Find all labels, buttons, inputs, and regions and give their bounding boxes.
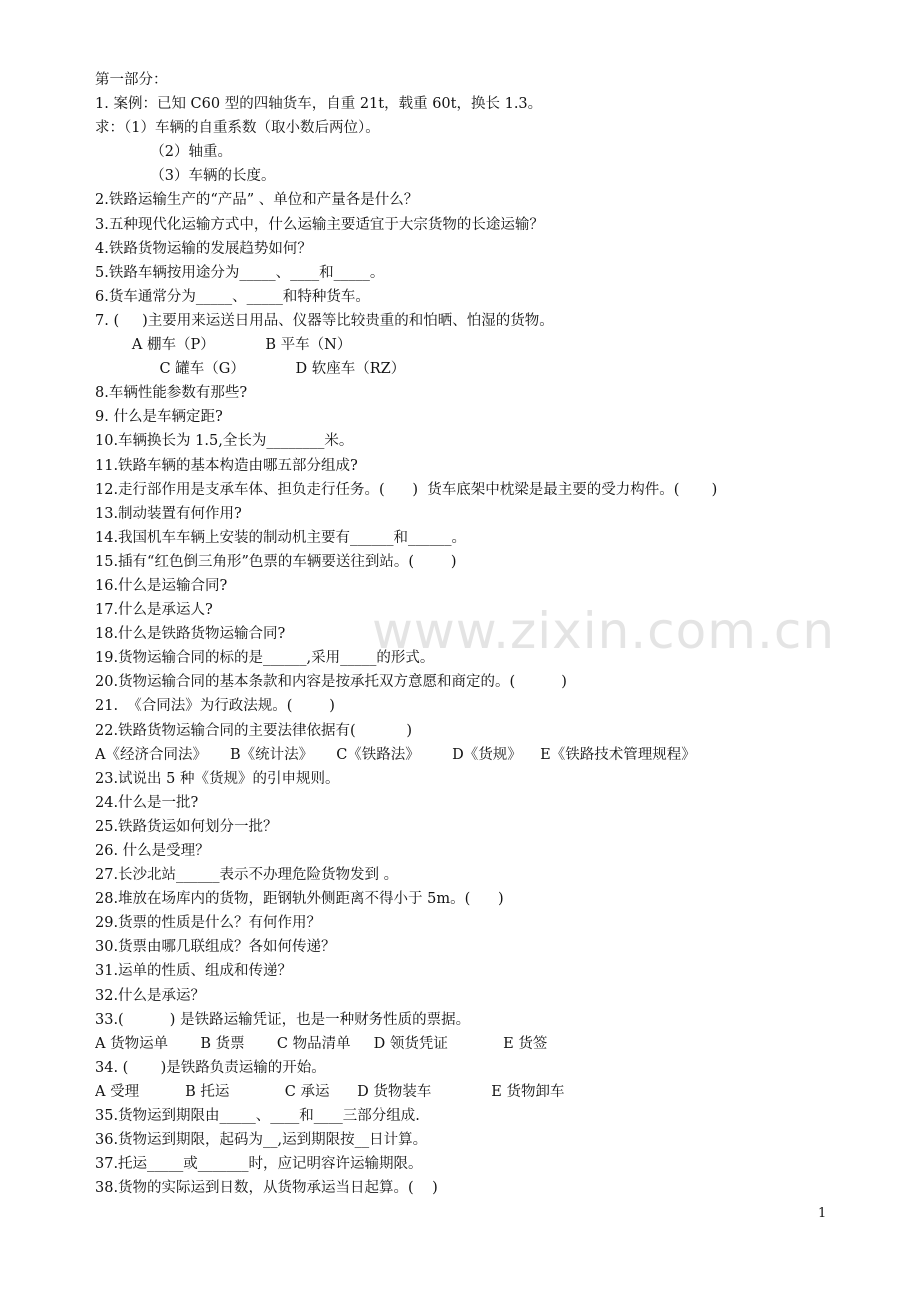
question-line: 34. ( )是铁路负责运输的开始。 — [95, 1059, 326, 1076]
question-line: 7. ( )主要用来运送日用品、仪器等比较贵重的和怕晒、怕湿的货物。 — [95, 312, 554, 329]
question-line: 4.铁路货物运输的发展趋势如何？ — [95, 240, 312, 257]
question-line: 27.长沙北站______表示不办理危险货物发到 。 — [95, 867, 399, 884]
question-line: 16.什么是运输合同? — [95, 577, 228, 594]
question-line: 1. 案例：已知 C60 型的四轴货车，自重 21t，载重 60t，换长 1.3。 — [95, 96, 543, 113]
question-line: A 受理 B 托运 C 承运 D 货物装车 E 货物卸车 — [95, 1083, 565, 1100]
question-line: （3）车辆的长度。 — [95, 168, 276, 185]
question-line: 31.运单的性质、组成和传递？ — [95, 963, 293, 980]
question-line: 11.铁路车辆的基本构造由哪五部分组成? — [95, 457, 358, 474]
question-line: 8.车辆性能参数有那些? — [95, 385, 248, 402]
question-line: 33.( ) 是铁路运输凭证，也是一种财务性质的票据。 — [95, 1011, 471, 1028]
question-line: 29.货票的性质是什么？有何作用？ — [95, 915, 322, 932]
question-line: 22.铁路货物运输合同的主要法律依据有( ) — [95, 722, 413, 739]
question-line: 32.什么是承运？ — [95, 987, 206, 1004]
question-line: 19.货物运输合同的标的是______,采用_____的形式。 — [95, 650, 435, 667]
question-line: 23.试说出 5 种《货规》的引申规则。 — [95, 770, 340, 787]
question-line: 2.铁路运输生产的“产品” 、单位和产量各是什么？ — [95, 192, 419, 209]
question-line: C 罐车（G） D 软座车（RZ） — [95, 361, 406, 378]
question-line: 6.货车通常分为_____、_____和特种货车。 — [95, 288, 370, 305]
question-line: A 货物运单 B 货票 C 物品清单 D 领货凭证 E 货签 — [95, 1035, 548, 1052]
question-line: A《经济合同法》 B《统计法》 C《铁路法》 D《货规》 E《铁路技术管理规程》 — [95, 746, 696, 763]
watermark: www.zixin.com.cn — [372, 602, 836, 660]
question-line: 21. 《合同法》为行政法规。( ) — [95, 698, 335, 715]
question-line: 35.货物运到期限由_____、____和____三部分组成. — [95, 1108, 420, 1125]
question-line: 30.货票由哪几联组成？各如何传递？ — [95, 939, 336, 956]
question-line: 求：（1）车辆的自重系数（取小数后两位）。 — [95, 120, 380, 137]
question-line: 9. 什么是车辆定距? — [95, 409, 223, 426]
question-line: 18.什么是铁路货物运输合同? — [95, 626, 286, 643]
question-line: 13.制动装置有何作用? — [95, 505, 242, 522]
page-number: 1 — [818, 1206, 827, 1221]
question-line: 38.货物的实际运到日数，从货物承运当日起算。( ) — [95, 1180, 438, 1197]
question-line: 5.铁路车辆按用途分为_____、____和_____。 — [95, 264, 385, 281]
question-line: 26. 什么是受理？ — [95, 843, 210, 859]
question-line: 12.走行部作用是支承车体、担负走行任务。( ) 货车底架中枕梁是最主要的受力构件。( ) — [95, 481, 718, 498]
question-line: 28.堆放在场库内的货物，距钢轨外侧距离不得小于 5m。( ) — [95, 891, 504, 908]
question-line: 15.插有“红色倒三角形”色票的车辆要送往到站。( ) — [95, 553, 457, 570]
question-line: 36.货物运到期限，起码为__,运到期限按__日计算。 — [95, 1132, 428, 1149]
question-line: 17.什么是承运人? — [95, 602, 213, 619]
question-line: 24.什么是一批? — [95, 794, 199, 811]
question-line: （2）轴重。 — [95, 144, 233, 161]
question-line: 14.我国机车车辆上安装的制动机主要有______和______。 — [95, 529, 467, 546]
question-line: 25.铁路货运如何划分一批？ — [95, 818, 278, 835]
question-line: A 棚车（P） B 平车（N） — [95, 337, 352, 354]
question-line: 3.五种现代化运输方式中，什么运输主要适宜于大宗货物的长途运输？ — [95, 216, 544, 233]
question-line: 37.托运_____或_______时，应记明容许运输期限。 — [95, 1156, 423, 1173]
question-line: 20.货物运输合同的基本条款和内容是按承托双方意愿和商定的。( ) — [95, 674, 567, 691]
question-line: 10.车辆换长为 1.5,全长为________米。 — [95, 433, 354, 450]
section-heading: 第一部分： — [95, 72, 168, 88]
